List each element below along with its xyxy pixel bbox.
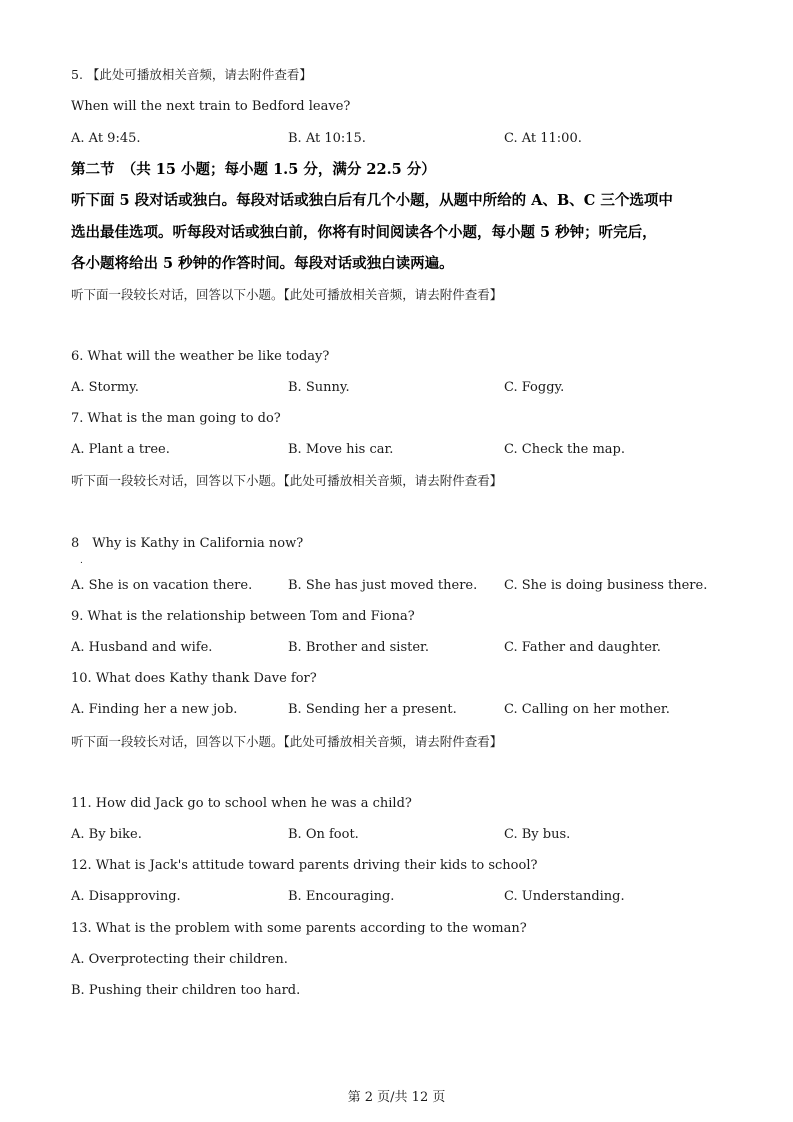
q8-option-a: A. She is on vacation there. [71,578,253,593]
section2-instruction-line: 听下面 5 段对话或独白。每段对话或独白后有几个小题，从题中所给的 A、B、C 三个选项中 [71,192,673,209]
q5-option-c: C. At 11:00. [504,131,582,146]
q13-question: 13. What is the problem with some parents according to the woman? [71,921,527,936]
q13-option-a: A. Overprotecting their children. [71,952,288,967]
q7-option-a: A. Plant a tree. [71,442,170,457]
q5-option-a: A. At 9:45. [71,131,141,146]
stray-dot-mark: . [80,556,83,566]
q10-option-b: B. Sending her a present. [288,702,457,717]
section2-title: 第二节 （共 15 小题；每小题 1.5 分，满分 22.5 分） [71,161,436,178]
q12-question: 12. What is Jack's attitude toward parents driving their kids to school? [71,858,538,873]
q11-question: 11. How did Jack go to school when he was a child? [71,796,412,811]
dialog3-intro: 听下面一段较长对话，回答以下小题。【此处可播放相关音频，请去附件查看】 [71,734,503,749]
q10-question: 10. What does Kathy thank Dave for? [71,671,317,686]
q9-question: 9. What is the relationship between Tom and Fiona? [71,609,415,624]
q5-header: 5. 【此处可播放相关音频，请去附件查看】 [71,67,312,82]
q11-option-b: B. On foot. [288,827,359,842]
q6-option-c: C. Foggy. [504,380,565,395]
q11-option-c: C. By bus. [504,827,571,842]
q5-question: When will the next train to Bedford leave? [71,99,351,114]
q7-question: 7. What is the man going to do? [71,411,281,426]
q7-option-b: B. Move his car. [288,442,394,457]
section2-instruction-line: 选出最佳选项。听每段对话或独白前，你将有时间阅读各个小题，每小题 5 秒钟；听完后， [71,224,657,241]
section2-instruction-line: 各小题将给出 5 秒钟的作答时间。每段对话或独白读两遍。 [71,255,454,272]
page-number-footer: 第 2 页/共 12 页 [347,1090,446,1105]
q6-option-a: A. Stormy. [71,380,139,395]
q8-option-c: C. She is doing business there. [504,578,708,593]
q13-option-b: B. Pushing their children too hard. [71,983,301,998]
q5-option-b: B. At 10:15. [288,131,366,146]
q6-question: 6. What will the weather be like today? [71,349,330,364]
q8-option-b: B. She has just moved there. [288,578,478,593]
q6-option-b: B. Sunny. [288,380,350,395]
q8-question: 8 Why is Kathy in California now? [71,536,304,551]
q12-option-b: B. Encouraging. [288,889,395,904]
q7-option-c: C. Check the map. [504,442,626,457]
q12-option-a: A. Disapproving. [71,889,181,904]
q11-option-a: A. By bike. [71,827,142,842]
q9-option-b: B. Brother and sister. [288,640,429,655]
dialog2-intro: 听下面一段较长对话，回答以下小题。【此处可播放相关音频，请去附件查看】 [71,473,503,488]
q10-option-c: C. Calling on her mother. [504,702,670,717]
q9-option-a: A. Husband and wife. [71,640,213,655]
q10-option-a: A. Finding her a new job. [71,702,238,717]
q9-option-c: C. Father and daughter. [504,640,661,655]
dialog1-intro: 听下面一段较长对话，回答以下小题。【此处可播放相关音频，请去附件查看】 [71,287,503,302]
q12-option-c: C. Understanding. [504,889,625,904]
